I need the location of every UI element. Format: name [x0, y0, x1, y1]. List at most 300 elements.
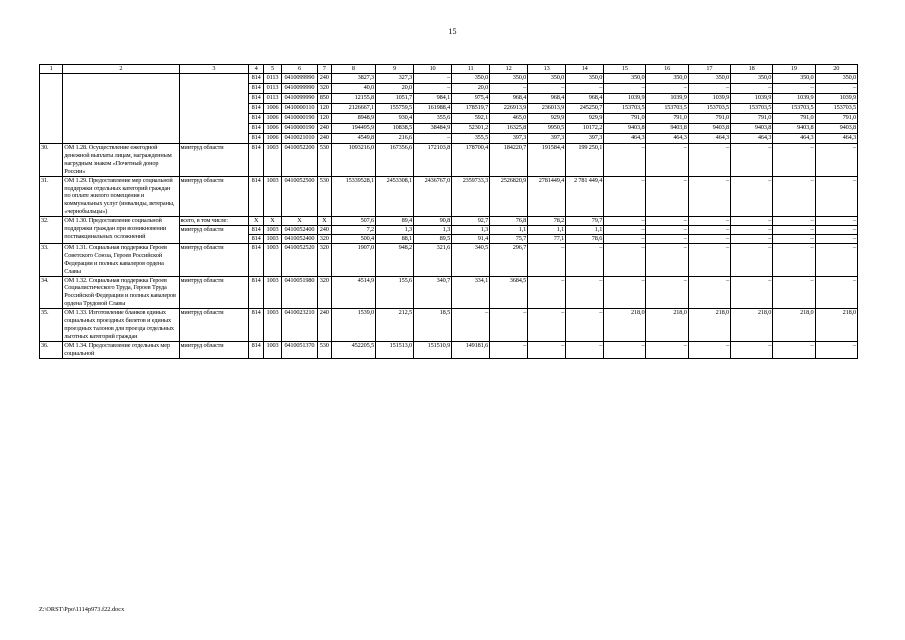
- amount-cell: 153703,5: [815, 104, 857, 114]
- code-expense-type: 530: [317, 144, 331, 177]
- amount-cell: 791,0: [604, 114, 646, 124]
- executor: минтруд области: [179, 144, 249, 177]
- amount-cell: 464,3: [815, 134, 857, 144]
- amount-cell: –: [773, 217, 815, 226]
- amount-cell: 153703,5: [773, 104, 815, 114]
- amount-cell: 9403,8: [604, 124, 646, 134]
- amount-cell: –: [688, 84, 730, 94]
- code-expense-type: 240: [317, 74, 331, 84]
- amount-cell: 1039,9: [815, 94, 857, 104]
- code-section: 0113: [264, 74, 282, 84]
- row-number: 34.: [40, 276, 63, 309]
- amount-cell: 9403,8: [815, 124, 857, 134]
- amount-cell: 464,3: [604, 134, 646, 144]
- amount-cell: 40,0: [331, 84, 375, 94]
- column-number-4: 4: [249, 65, 264, 74]
- column-number-19: 19: [773, 65, 815, 74]
- code-ministry: 814: [249, 309, 264, 342]
- code-expense-type: 320: [317, 84, 331, 94]
- code-target-article: 0410000190: [281, 114, 317, 124]
- column-number-2: 2: [63, 65, 179, 74]
- amount-cell: 2526820,9: [490, 176, 528, 217]
- amount-cell: 9950,5: [528, 124, 566, 134]
- amount-cell: 153703,5: [688, 104, 730, 114]
- measure-name: ОМ 1.30. Предоставление социальной поддержки граждан при возникновении поствакцинальных осложнений: [63, 217, 179, 244]
- amount-cell: 2126667,1: [331, 104, 375, 114]
- amount-cell: 1,1: [490, 226, 528, 235]
- amount-cell: 245250,7: [566, 104, 604, 114]
- amount-cell: 1,1: [566, 226, 604, 235]
- amount-cell: 350,0: [452, 74, 490, 84]
- amount-cell: 153703,5: [646, 104, 688, 114]
- amount-cell: –: [646, 217, 688, 226]
- code-expense-type: X: [317, 217, 331, 226]
- code-expense-type: 320: [317, 276, 331, 309]
- executor: минтруд области: [179, 176, 249, 217]
- amount-cell: –: [815, 226, 857, 235]
- executor: минтруд области: [179, 309, 249, 342]
- amount-cell: 9403,8: [773, 124, 815, 134]
- row-number: [40, 74, 63, 144]
- amount-cell: –: [773, 226, 815, 235]
- code-expense-type: 530: [317, 176, 331, 217]
- amount-cell: –: [646, 234, 688, 243]
- amount-cell: –: [604, 276, 646, 309]
- amount-cell: –: [452, 309, 490, 342]
- amount-cell: 218,0: [688, 309, 730, 342]
- amount-cell: 350,0: [646, 74, 688, 84]
- amount-cell: 167356,6: [376, 144, 414, 177]
- amount-cell: –: [688, 226, 730, 235]
- code-expense-type: 320: [317, 234, 331, 243]
- amount-cell: –: [528, 243, 566, 276]
- amount-cell: –: [604, 226, 646, 235]
- amount-cell: –: [604, 341, 646, 358]
- amount-cell: 1039,9: [773, 94, 815, 104]
- code-ministry: 814: [249, 114, 264, 124]
- amount-cell: 178519,7: [452, 104, 490, 114]
- table-row: [40, 217, 858, 226]
- amount-cell: 78,6: [566, 234, 604, 243]
- code-target-article: 0410000190: [281, 124, 317, 134]
- amount-cell: –: [528, 84, 566, 94]
- code-expense-type: 120: [317, 104, 331, 114]
- amount-cell: 2781449,4: [528, 176, 566, 217]
- amount-cell: –: [731, 234, 773, 243]
- table-row: [40, 144, 858, 177]
- amount-cell: 161988,4: [414, 104, 452, 114]
- amount-cell: 1039,9: [604, 94, 646, 104]
- page-number: 15: [448, 27, 457, 36]
- amount-cell: –: [688, 243, 730, 276]
- column-number-13: 13: [528, 65, 566, 74]
- amount-cell: 465,0: [490, 114, 528, 124]
- code-target-article: 0410052520: [281, 243, 317, 276]
- amount-cell: 7,2: [331, 226, 375, 235]
- amount-cell: –: [646, 226, 688, 235]
- table-header-row: [40, 65, 858, 74]
- amount-cell: 78,2: [528, 217, 566, 226]
- amount-cell: 89,5: [414, 234, 452, 243]
- amount-cell: 592,1: [452, 114, 490, 124]
- amount-cell: 3827,3: [331, 74, 375, 84]
- amount-cell: 9403,8: [646, 124, 688, 134]
- amount-cell: 791,0: [815, 114, 857, 124]
- amount-cell: 2436767,0: [414, 176, 452, 217]
- code-target-article: 0410099990: [281, 94, 317, 104]
- amount-cell: –: [604, 84, 646, 94]
- amount-cell: –: [604, 234, 646, 243]
- amount-cell: 20,0: [452, 84, 490, 94]
- amount-cell: 464,3: [773, 134, 815, 144]
- code-section: 1006: [264, 124, 282, 134]
- executor: минтруд области: [179, 226, 249, 244]
- amount-cell: –: [731, 226, 773, 235]
- amount-cell: –: [604, 144, 646, 177]
- amount-cell: –: [773, 84, 815, 94]
- code-section: 0113: [264, 94, 282, 104]
- amount-cell: 149181,6: [452, 341, 490, 358]
- code-target-article: 0410052500: [281, 176, 317, 217]
- amount-cell: 507,6: [331, 217, 375, 226]
- column-number-5: 5: [264, 65, 282, 74]
- table-row: [40, 276, 858, 309]
- amount-cell: –: [815, 84, 857, 94]
- code-ministry: 814: [249, 124, 264, 134]
- amount-cell: 151513,0: [376, 341, 414, 358]
- amount-cell: –: [773, 243, 815, 276]
- amount-cell: –: [815, 341, 857, 358]
- code-ministry: 814: [249, 134, 264, 144]
- column-number-10: 10: [414, 65, 452, 74]
- amount-cell: 930,4: [376, 114, 414, 124]
- amount-cell: 199 250,1: [566, 144, 604, 177]
- amount-cell: 397,3: [528, 134, 566, 144]
- code-ministry: 814: [249, 94, 264, 104]
- measure-name: ОМ 1.29. Предоставление мер социальной поддержки отдельных категорий граждан по оплате жилого помещения и коммунальных услуг (инвалиды, ветераны, «чернобыльцы»): [63, 176, 179, 217]
- code-section: 1006: [264, 104, 282, 114]
- amount-cell: –: [604, 217, 646, 226]
- budget-table: [39, 64, 858, 359]
- code-target-article: 0410021010: [281, 134, 317, 144]
- code-target-article: 0410052400: [281, 226, 317, 235]
- amount-cell: –: [414, 74, 452, 84]
- amount-cell: –: [688, 341, 730, 358]
- amount-cell: –: [773, 144, 815, 177]
- amount-cell: 350,0: [566, 74, 604, 84]
- column-number-15: 15: [604, 65, 646, 74]
- amount-cell: –: [414, 134, 452, 144]
- code-ministry: 814: [249, 243, 264, 276]
- amount-cell: 218,0: [731, 309, 773, 342]
- amount-cell: 218,0: [646, 309, 688, 342]
- amount-cell: 350,0: [773, 74, 815, 84]
- amount-cell: 20,0: [376, 84, 414, 94]
- amount-cell: 452205,5: [331, 341, 375, 358]
- amount-cell: 89,4: [376, 217, 414, 226]
- amount-cell: –: [646, 84, 688, 94]
- row-number: 33.: [40, 243, 63, 276]
- code-ministry: 814: [249, 84, 264, 94]
- executor: минтруд области: [179, 341, 249, 358]
- amount-cell: –: [688, 176, 730, 217]
- amount-cell: –: [815, 176, 857, 217]
- code-expense-type: 240: [317, 309, 331, 342]
- amount-cell: 791,0: [731, 114, 773, 124]
- amount-cell: 15339528,1: [331, 176, 375, 217]
- amount-cell: –: [566, 84, 604, 94]
- amount-cell: –: [490, 309, 528, 342]
- amount-cell: –: [815, 144, 857, 177]
- row-number: 36.: [40, 341, 63, 358]
- code-expense-type: 530: [317, 341, 331, 358]
- table-row: [40, 309, 858, 342]
- amount-cell: 16325,8: [490, 124, 528, 134]
- amount-cell: 38484,9: [414, 124, 452, 134]
- amount-cell: 350,0: [490, 74, 528, 84]
- column-number-3: 3: [179, 65, 249, 74]
- amount-cell: 397,3: [566, 134, 604, 144]
- amount-cell: 327,3: [376, 74, 414, 84]
- amount-cell: 968,4: [528, 94, 566, 104]
- amount-cell: –: [528, 276, 566, 309]
- code-target-article: 0410052400: [281, 234, 317, 243]
- amount-cell: 2359733,3: [452, 176, 490, 217]
- amount-cell: –: [688, 276, 730, 309]
- code-section: 1003: [264, 226, 282, 235]
- amount-cell: 77,1: [528, 234, 566, 243]
- row-number: 35.: [40, 309, 63, 342]
- amount-cell: –: [688, 217, 730, 226]
- amount-cell: –: [688, 144, 730, 177]
- amount-cell: –: [731, 144, 773, 177]
- code-ministry: 814: [249, 341, 264, 358]
- amount-cell: 350,0: [688, 74, 730, 84]
- amount-cell: 3684,5: [490, 276, 528, 309]
- measure-name: ОМ 1.33. Изготовление бланков единых социальных проездных билетов и единых проездных талонов для проезда отдельных льготных категорий граждан: [63, 309, 179, 342]
- amount-cell: 153703,5: [731, 104, 773, 114]
- code-section: 1003: [264, 234, 282, 243]
- amount-cell: 321,6: [414, 243, 452, 276]
- amount-cell: –: [815, 276, 857, 309]
- column-number-20: 20: [815, 65, 857, 74]
- amount-cell: 791,0: [646, 114, 688, 124]
- amount-cell: 1,3: [452, 226, 490, 235]
- code-section: X: [264, 217, 282, 226]
- column-number-1: 1: [40, 65, 63, 74]
- code-target-article: 0410051980: [281, 276, 317, 309]
- amount-cell: 4549,8: [331, 134, 375, 144]
- code-expense-type: 240: [317, 124, 331, 134]
- code-section: 0113: [264, 84, 282, 94]
- table-row: [40, 74, 858, 84]
- code-target-article: 0410000110: [281, 104, 317, 114]
- amount-cell: 1907,0: [331, 243, 375, 276]
- column-number-17: 17: [688, 65, 730, 74]
- amount-cell: –: [490, 341, 528, 358]
- amount-cell: 218,0: [773, 309, 815, 342]
- code-ministry: 814: [249, 176, 264, 217]
- row-number: 31.: [40, 176, 63, 217]
- amount-cell: 18,5: [414, 309, 452, 342]
- executor: всего, в том числе:: [179, 217, 249, 226]
- code-section: 1003: [264, 341, 282, 358]
- code-section: 1006: [264, 114, 282, 124]
- column-number-14: 14: [566, 65, 604, 74]
- amount-cell: 1039,9: [646, 94, 688, 104]
- amount-cell: –: [566, 243, 604, 276]
- code-ministry: 814: [249, 104, 264, 114]
- row-number: 32.: [40, 217, 63, 244]
- amount-cell: 191584,4: [528, 144, 566, 177]
- amount-cell: 9403,8: [688, 124, 730, 134]
- column-number-11: 11: [452, 65, 490, 74]
- amount-cell: 9403,8: [731, 124, 773, 134]
- code-target-article: 0410099990: [281, 74, 317, 84]
- amount-cell: 791,0: [688, 114, 730, 124]
- table-row: [40, 243, 858, 276]
- code-ministry: 814: [249, 234, 264, 243]
- amount-cell: 212,5: [376, 309, 414, 342]
- measure-name: ОМ 1.34. Предоставление отдельных мер социальной: [63, 341, 179, 358]
- amount-cell: 218,0: [604, 309, 646, 342]
- amount-cell: 10172,2: [566, 124, 604, 134]
- amount-cell: 1539,0: [331, 309, 375, 342]
- amount-cell: 464,3: [731, 134, 773, 144]
- amount-cell: 350,0: [528, 74, 566, 84]
- amount-cell: 172103,8: [414, 144, 452, 177]
- amount-cell: 153703,5: [604, 104, 646, 114]
- code-ministry: X: [249, 217, 264, 226]
- code-expense-type: 850: [317, 94, 331, 104]
- amount-cell: 184220,7: [490, 144, 528, 177]
- amount-cell: 1,3: [376, 226, 414, 235]
- amount-cell: –: [731, 176, 773, 217]
- amount-cell: –: [566, 341, 604, 358]
- amount-cell: –: [815, 243, 857, 276]
- amount-cell: 968,4: [490, 94, 528, 104]
- amount-cell: 90,8: [414, 217, 452, 226]
- code-expense-type: 120: [317, 114, 331, 124]
- row-number: 30.: [40, 144, 63, 177]
- amount-cell: 948,2: [376, 243, 414, 276]
- amount-cell: –: [646, 341, 688, 358]
- amount-cell: 1039,9: [688, 94, 730, 104]
- amount-cell: –: [731, 276, 773, 309]
- amount-cell: 88,1: [376, 234, 414, 243]
- amount-cell: –: [414, 84, 452, 94]
- amount-cell: 1,3: [414, 226, 452, 235]
- amount-cell: 464,3: [646, 134, 688, 144]
- amount-cell: –: [604, 176, 646, 217]
- amount-cell: 350,0: [815, 74, 857, 84]
- amount-cell: 76,8: [490, 217, 528, 226]
- amount-cell: –: [815, 234, 857, 243]
- amount-cell: 2 781 449,4: [566, 176, 604, 217]
- code-expense-type: 240: [317, 134, 331, 144]
- measure-name: [63, 74, 179, 144]
- amount-cell: –: [731, 217, 773, 226]
- amount-cell: –: [773, 176, 815, 217]
- amount-cell: 216,6: [376, 134, 414, 144]
- amount-cell: 350,0: [604, 74, 646, 84]
- code-expense-type: 320: [317, 243, 331, 276]
- amount-cell: 355,5: [452, 134, 490, 144]
- amount-cell: 92,7: [452, 217, 490, 226]
- amount-cell: 226913,9: [490, 104, 528, 114]
- code-section: 1003: [264, 309, 282, 342]
- amount-cell: –: [528, 309, 566, 342]
- column-number-18: 18: [731, 65, 773, 74]
- amount-cell: 91,4: [452, 234, 490, 243]
- amount-cell: –: [731, 243, 773, 276]
- amount-cell: 397,3: [490, 134, 528, 144]
- code-target-article: X: [281, 217, 317, 226]
- amount-cell: –: [566, 276, 604, 309]
- amount-cell: 334,1: [452, 276, 490, 309]
- measure-name: ОМ 1.32. Социальная поддержка Героев Социалистического Труда, Героев Труда Российской Федерации и полных кавалеров ордена Трудовой Славы: [63, 276, 179, 309]
- amount-cell: 984,1: [414, 94, 452, 104]
- amount-cell: 464,3: [688, 134, 730, 144]
- amount-cell: –: [604, 243, 646, 276]
- executor: минтруд области: [179, 276, 249, 309]
- amount-cell: –: [815, 217, 857, 226]
- code-target-article: 0410099990: [281, 84, 317, 94]
- amount-cell: 350,0: [731, 74, 773, 84]
- code-target-article: 0410052200: [281, 144, 317, 177]
- amount-cell: 929,9: [528, 114, 566, 124]
- code-ministry: 814: [249, 276, 264, 309]
- amount-cell: 236013,9: [528, 104, 566, 114]
- amount-cell: –: [528, 341, 566, 358]
- column-number-9: 9: [376, 65, 414, 74]
- table-row: [40, 341, 858, 358]
- code-section: 1003: [264, 176, 282, 217]
- amount-cell: –: [646, 276, 688, 309]
- amount-cell: –: [490, 84, 528, 94]
- amount-cell: 296,7: [490, 243, 528, 276]
- amount-cell: 218,0: [815, 309, 857, 342]
- executor: [179, 74, 249, 144]
- code-section: 1003: [264, 243, 282, 276]
- amount-cell: 155,6: [376, 276, 414, 309]
- amount-cell: 75,7: [490, 234, 528, 243]
- amount-cell: 968,4: [566, 94, 604, 104]
- code-target-article: 0410023210: [281, 309, 317, 342]
- amount-cell: 10838,5: [376, 124, 414, 134]
- amount-cell: 791,0: [773, 114, 815, 124]
- amount-cell: 12155,8: [331, 94, 375, 104]
- budget-table-wrapper: [39, 64, 858, 359]
- code-ministry: 814: [249, 74, 264, 84]
- amount-cell: –: [773, 234, 815, 243]
- amount-cell: 1093216,0: [331, 144, 375, 177]
- column-number-6: 6: [281, 65, 317, 74]
- column-number-8: 8: [331, 65, 375, 74]
- amount-cell: –: [731, 341, 773, 358]
- amount-cell: 340,5: [452, 243, 490, 276]
- amount-cell: –: [731, 84, 773, 94]
- measure-name: ОМ 1.28. Осуществление ежегодной денежной выплаты лицам, награжденным нагрудным знаком «Почетный донор России»: [63, 144, 179, 177]
- code-ministry: 814: [249, 226, 264, 235]
- amount-cell: –: [773, 276, 815, 309]
- amount-cell: –: [773, 341, 815, 358]
- column-number-16: 16: [646, 65, 688, 74]
- amount-cell: 79,7: [566, 217, 604, 226]
- amount-cell: 155759,5: [376, 104, 414, 114]
- amount-cell: 1051,7: [376, 94, 414, 104]
- amount-cell: 355,6: [414, 114, 452, 124]
